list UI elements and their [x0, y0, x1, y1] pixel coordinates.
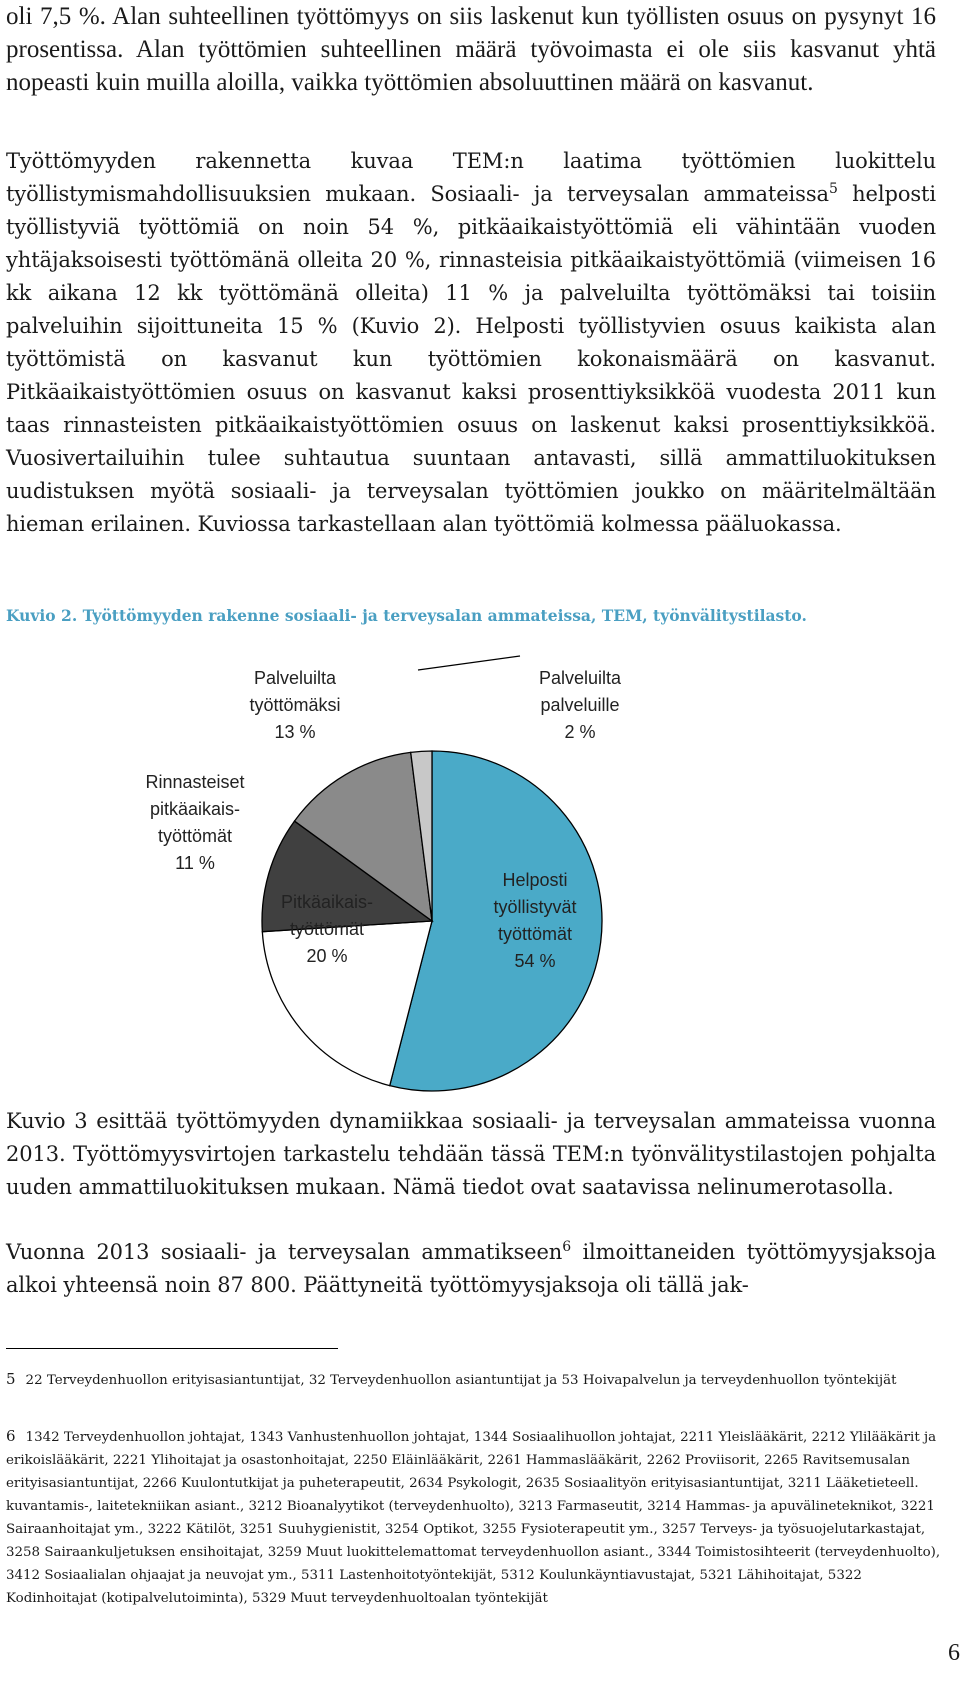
paragraph-dynamics: Kuvio 3 esittää työttömyyden dynamiikkaa sosiaali- ja terveysalan ammateissa vuonna 2013. Työttömyysvirtojen tarkastelu tehdään tässä TEM:n työnvälitystilastojen pohjalta uuden ammattiluokituksen mukaan. Nämä tiedot ovat saatavissa nelinumerotasolla. — [6, 1109, 936, 1199]
footnote-ref-5[interactable]: 5 — [828, 181, 838, 197]
footnote-ref-6[interactable]: 6 — [562, 1239, 572, 1255]
paragraph-flows — [6, 1236, 936, 1302]
figure-caption: Kuvio 2. Työttömyyden rakenne sosiaali- ja terveysalan ammateissa, TEM, työnvälitystilasto. — [6, 606, 807, 625]
pie-slice-label: Pitkäaikais-työttömät 20 % — [280, 892, 374, 966]
paragraph-flows-end: ilmoittaneiden työttömyysjaksoja alkoi yhteensä noin 87 800. Päättyneitä työttömyysjaksoja oli tällä jak- — [6, 1240, 936, 1297]
footnote-6 — [6, 1425, 951, 1610]
paragraph-structure — [6, 145, 936, 541]
footnote-6-text: 1342 Terveydenhuollon johtajat, 1343 Vanhustenhuollon johtajat, 1344 Sosiaalihuollon johtajat, 2211 Yleislääkärit, 2212 Ylilääkärit ja erikoislääkärit, 2221 Ylihoitajat ja osastonhoitajat, 2250 Eläinlääkärit, 2261 Hammaslääkärit, 2262 Proviisorit, 2265 Ravitsemusalan erityisasiantuntijat, 2266 Kuulontutkijat ja puheterapeutit, 2634 Psykologit, 2635 Sosiaalityön erityisasiantuntijat, 3211 Lääketieteell. kuvantamis-, laitetekniikan asiant., 3212 Bioanalyytikot (terveydenhuolto), 3213 Farmaseutit, 3214 Hammas- ja apuvälineteknikot, 3221 Sairaanhoitajat ym., 3222 Kätilöt, 3251 Suuhygienistit, 3254 Optikot, 3255 Fysioterapeutit ym., 3257 Terveys- ja työsuojelutarkastajat, 3258 Sairaankuljetuksen ensihoitajat, 3259 Muut luokittelemattomat terveydenhuollon asiant., 3344 Toimistosihteerit (terveydenhuolto), 3412 Sosiaalialan ohjaajat ja neuvojat ym., 5311 Lastenhoitotyöntekijät, 5312 Koulunkäyntiavustajat, 5321 Lähihoitajat, 5322 Kodinhoitajat (kotipalvelutoiminta), 5329 Muut terveydenhuoltoalan työntekijät — [6, 1430, 941, 1606]
pie-slice-label: Rinnasteiset pitkäaikais-työttömät 11 % — [145, 772, 245, 873]
paragraph-flows-start: Vuonna 2013 sosiaali- ja terveysalan ammatikseen — [6, 1240, 563, 1264]
paragraph-structure-end: helposti työllistyviä työttömiä on noin 54 %, pitkäaikaistyöttömiä eli vähintään vuoden yhtäjaksoisesti työttömänä olleita 20 %, rinnasteisia pitkäaikaistyöttömiä (viimeisen 16 kk aikana 12 kk työttömänä olleita) 11 % ja palveluilta työttömäksi tai toisiin palveluihin sijoittuneita 15 % (Kuvio 2). Helposti työllistyvien osuus kaikista alan työttömistä on kasvanut kun työttömien kokonaismäärä on kasvanut. Pitkäaikaistyöttömien osuus on kasvanut kaksi prosenttiyksikköä vuodesta 2011 kun taas rinnasteisten pitkäaikaistyöttömien osuus on laskenut kaksi prosenttiyksikköä. Vuosivertailuihin tulee suhtautua suuntaan antavasti, sillä ammattiluokituksen uudistuksen myötä sosiaali- ja terveysalan työttömien joukko on määritelmältään hieman erilainen. Kuviossa tarkastellaan alan työttömiä kolmessa pääluokassa. — [6, 182, 936, 536]
footnote-divider — [6, 1348, 338, 1349]
pie-slice-label: Palveluilta työttömäksi 13 % — [249, 668, 341, 742]
footnote-5 — [6, 1368, 951, 1392]
paragraph-intro: oli 7,5 %. Alan suhteellinen työttömyys on siis laskenut kun työllisten osuus on pysynyt 16 prosentissa. Alan työttömien suhteellinen määrä työvoimasta ei ole siis kasvanut yhtä nopeasti kuin muilla aloilla, vaikka työttömien absoluuttinen määrä on kasvanut. — [6, 3, 936, 96]
pie-slice-label: Helposti työllistyvät työttömät 54 % — [493, 870, 577, 971]
pie-slice-label: Palveluilta palveluille 2 % — [538, 668, 622, 742]
page-number: 6 — [948, 1640, 960, 1666]
leader-line — [418, 656, 520, 670]
footnote-5-number: 5 — [6, 1370, 16, 1388]
paragraph-structure-start: Työttömyyden rakennetta kuvaa TEM:n laatima työttömien luokittelu työllistymismahdollisuuksien mukaan. Sosiaali- ja terveysalan ammateissa — [6, 149, 936, 206]
pie-chart — [145, 658, 670, 1098]
footnote-6-number: 6 — [6, 1427, 16, 1445]
footnote-5-text: 22 Terveydenhuollon erityisasiantuntijat, 32 Terveydenhuollon asiantuntijat ja 53 Hoivapalvelun ja terveydenhuollon työntekijät — [25, 1373, 897, 1388]
